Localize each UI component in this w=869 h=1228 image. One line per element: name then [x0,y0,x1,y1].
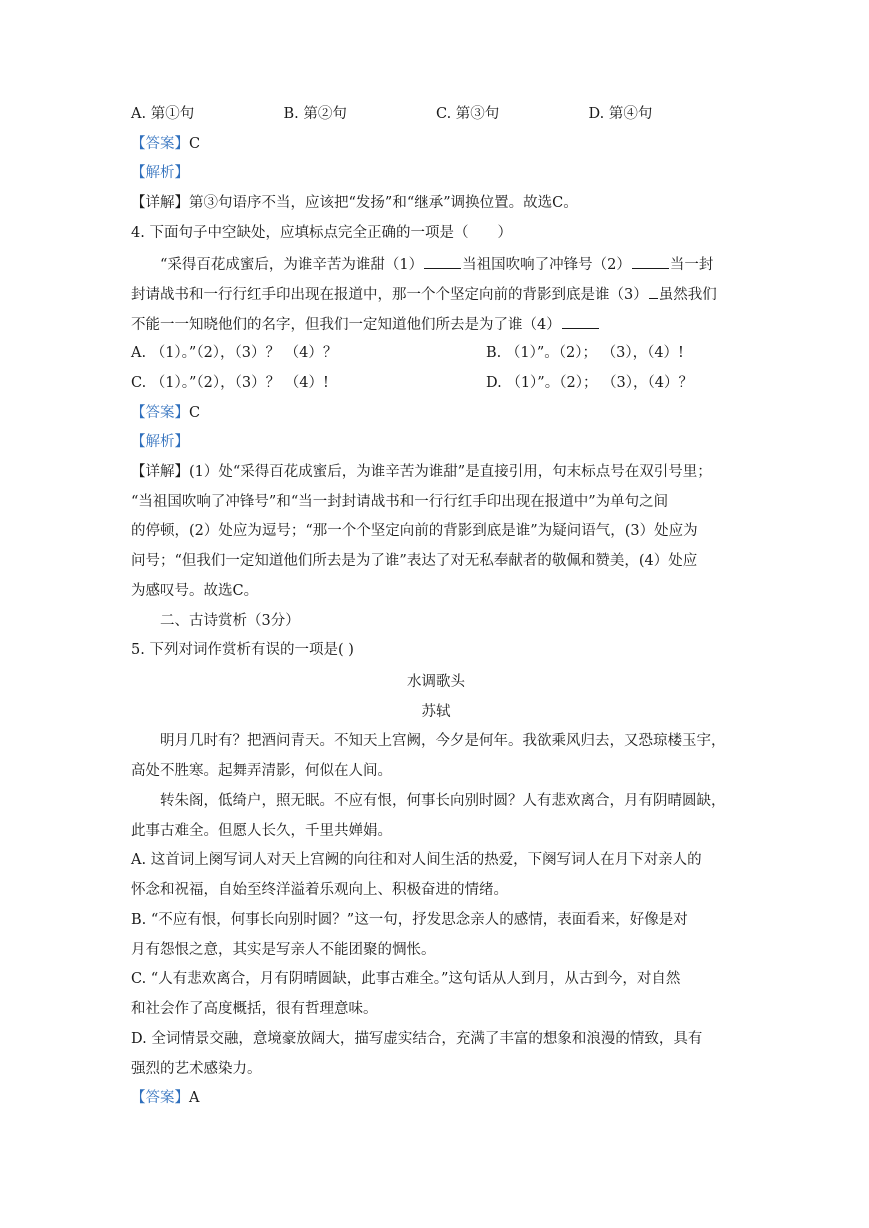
passage-text: 封请战书和一行行红手印出现在报道中，那一个个坚定向前的背影到底是谁（3） [131,287,648,303]
q4-passage-line [131,314,600,335]
answer-tag: 【答案】 [131,405,189,421]
q3-option-b: B. 第②句 [283,106,347,122]
q4-options-row [131,343,741,363]
q5-option-c: C. “人有悲欢离合，月有阴晴圆缺，此事古难全。”这句话从人到月，从古到今，对自然 [131,971,681,987]
passage-text: 虽然我们 [658,287,717,303]
q3-option-a: A. 第①句 [131,106,195,122]
q4-detail-line: 的停顿，(2）处应为逗号；“那一个个坚定向前的背影到底是谁”为疑问语气，(3）处应为 [131,523,698,539]
q3-analysis-tag: 【解析】 [131,165,189,181]
answer-value: C [189,405,201,421]
q4-passage-line [131,284,717,305]
q5-option-d: D. 全词情景交融，意境豪放阔大，描写虚实结合，充满了丰富的想象和浪漫的情致，具有 [131,1031,703,1047]
poem-author: 苏轼 [421,704,451,720]
q5-option-a: A. 这首词上阕写词人对天上宫阙的向往和对人间生活的热爱，下阕写词人在月下对亲人的 [131,852,702,868]
q4-detail-line: “当祖国吹响了冲锋号”和“当一封封请战书和一行行红手印出现在报道中”为单句之间 [131,494,669,510]
q4-detail-line: 为感叹号。故选C。 [131,583,259,599]
detail-tag: 【详解】 [131,464,189,480]
q5-option-b: B. “不应有恨，何事长向别时圆？”这一句，抒发思念亲人的感情，表面看来，好像是对 [131,912,688,928]
poem-line: 明月几时有？把酒问青天。不知天上宫阙，今夕是何年。我欲乘风归去，又恐琼楼玉宇， [160,733,726,749]
section-heading: 二、古诗赏析（3分） [160,613,300,629]
q5-option-d-cont: 强烈的艺术感染力。 [131,1061,262,1077]
q5-answer [131,1088,199,1108]
q5-option-b-cont: 月有怨恨之意，其实是写亲人不能团聚的惆怅。 [131,942,436,958]
q4-detail-line [131,462,712,482]
blank-2 [632,254,669,269]
passage-text: 当一封 [669,257,714,273]
q3-detail [131,193,578,213]
q3-options [131,104,741,124]
q3-answer [131,134,200,154]
blank-4 [562,314,599,329]
passage-text: 不能一一知晓他们的名字，但我们一定知道他们所去是为了谁（4） [131,317,561,333]
q3-option-c: C. 第③句 [436,106,500,122]
q4-analysis-tag: 【解析】 [131,434,189,450]
answer-tag: 【答案】 [131,136,189,152]
q4-option-a: A. （1）。”（2），（3）？ （4）？ [131,345,338,361]
passage-text: 当祖国吹响了冲锋号（2） [462,257,631,273]
answer-value: C [189,136,201,152]
answer-tag: 【答案】 [131,1090,189,1106]
q4-option-b: B. （1）”。（2）； （3），（4）! [486,345,684,361]
q4-answer [131,403,200,423]
q4-stem: 4. 下面句子中空缺处，应填标点完全正确的一项是（ ） [131,225,512,241]
passage-text: “采得百花成蜜后，为谁辛苦为谁甜（1） [160,257,424,273]
detail-tag: 【详解】 [131,195,189,211]
q5-stem: 5. 下列对词作赏析有误的一项是( ) [131,642,354,658]
q3-option-d: D. 第④句 [588,106,653,122]
q5-option-c-cont: 和社会作了高度概括，很有哲理意味。 [131,1001,378,1017]
poem-line: 转朱阁，低绮户，照无眠。不应有恨，何事长向别时圆？人有悲欢离合，月有阴晴圆缺， [160,793,726,809]
q4-options-row [131,373,741,393]
blank-1 [424,254,461,269]
poem-line: 此事古难全。但愿人长久，千里共婵娟。 [131,823,392,839]
answer-value: A [189,1090,200,1106]
blank-3 [649,284,658,299]
poem-line: 高处不胜寒。起舞弄清影，何似在人间。 [131,763,392,779]
q4-detail-line: 问号；“但我们一定知道他们所去是为了谁”表达了对无私奉献者的敬佩和赞美，(4）处应 [131,553,698,569]
detail-text: 第③句语序不当，应该把“发扬”和“继承”调换位置。故选C。 [189,195,578,211]
q5-option-a-cont: 怀念和祝福，自始至终洋溢着乐观向上、积极奋进的情绪。 [131,882,508,898]
q4-option-c: C. （1）。”（2），（3）？ （4）! [131,375,329,391]
detail-text: (1）处“采得百花成蜜后，为谁辛苦为谁甜”是直接引用，句末标点号在双引号里； [189,464,712,480]
poem-title: 水调歌头 [407,674,465,690]
q4-passage-line [131,254,713,275]
q4-option-d: D. （1）”。（2）； （3），（4）？ [486,375,693,391]
